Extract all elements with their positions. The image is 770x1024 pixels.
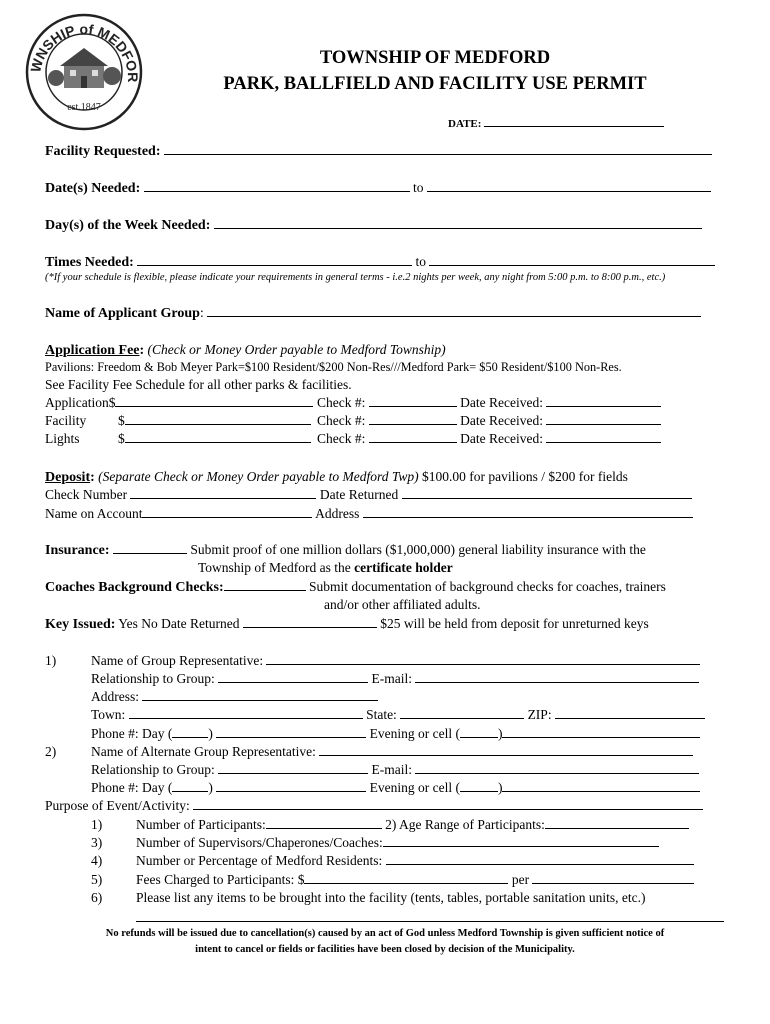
alt-phone-day-area[interactable] bbox=[172, 780, 208, 792]
alt-relationship-field[interactable] bbox=[218, 762, 368, 774]
facility-check-field[interactable] bbox=[369, 413, 457, 425]
alt-phone-day-field[interactable] bbox=[216, 780, 366, 792]
age-range-label: 2) Age Range of Participants: bbox=[385, 817, 545, 832]
supervisors-field[interactable] bbox=[383, 835, 659, 847]
application-check-field[interactable] bbox=[369, 395, 457, 407]
certificate-holder: certificate holder bbox=[354, 560, 453, 575]
deposit-note: (Separate Check or Money Order payable to Medford Twp) bbox=[98, 469, 419, 484]
time-from-field[interactable] bbox=[137, 254, 412, 266]
key-issued-label: Key Issued: bbox=[45, 617, 116, 632]
lights-check-label: Check #: bbox=[317, 431, 366, 446]
rep-zip-label: ZIP: bbox=[527, 707, 552, 722]
rep-town-field[interactable] bbox=[129, 707, 363, 719]
alt-email-label: E-mail: bbox=[371, 762, 412, 777]
lights-check-field[interactable] bbox=[369, 431, 457, 443]
applicant-label: Name of Applicant Group bbox=[45, 306, 200, 321]
title-township: TOWNSHIP OF MEDFORD bbox=[319, 48, 551, 68]
rep-phone-day-area[interactable] bbox=[172, 726, 208, 738]
days-field[interactable] bbox=[214, 217, 702, 229]
rep-phone-day-field[interactable] bbox=[216, 726, 366, 738]
coaches-label: Coaches Background Checks: bbox=[45, 580, 224, 595]
fees-per-field[interactable] bbox=[532, 872, 694, 884]
deposit-address-label: Address bbox=[315, 506, 360, 521]
key-options: Yes No Date Returned bbox=[118, 616, 240, 631]
rep-email-field[interactable] bbox=[415, 671, 699, 683]
rep-zip-field[interactable] bbox=[555, 707, 705, 719]
facility-label: Facility Requested: bbox=[45, 144, 161, 159]
rep-address-label: Address: bbox=[91, 689, 139, 704]
lights-received-label: Date Received: bbox=[460, 431, 543, 446]
rep-phone-evening-paren: ) bbox=[497, 726, 503, 741]
rep-2-number: 2) bbox=[45, 744, 57, 759]
township-seal bbox=[24, 12, 144, 132]
fees-charged-field[interactable] bbox=[304, 872, 508, 884]
name-on-account-field[interactable] bbox=[142, 506, 312, 518]
rep-relationship-field[interactable] bbox=[218, 671, 368, 683]
date-from-field[interactable] bbox=[144, 180, 410, 192]
rep-phone-evening-field[interactable] bbox=[502, 726, 700, 738]
lights-dollar: $ bbox=[118, 431, 125, 446]
participants-label: Number of Participants: bbox=[136, 817, 266, 832]
fee-row-facility-label: Facility bbox=[45, 413, 87, 428]
lights-received-field[interactable] bbox=[546, 431, 661, 443]
alt-phone-evening-area[interactable] bbox=[460, 780, 498, 792]
applicant-field[interactable] bbox=[207, 305, 701, 317]
deposit-heading: Deposit bbox=[45, 470, 91, 485]
seal-est: est.1847 bbox=[67, 102, 101, 113]
dates-label: Date(s) Needed: bbox=[45, 181, 141, 196]
facility-received-field[interactable] bbox=[546, 413, 661, 425]
date-label: DATE: bbox=[448, 118, 482, 130]
alt-phone-evening-paren: ) bbox=[497, 780, 503, 795]
pavilions-fees: Pavilions: Freedom & Bob Meyer Park=$100 Resident/$200 Non-Res///Medford Park= $50 Resident/$100 Non-Res. bbox=[45, 360, 622, 374]
lights-amount-field[interactable] bbox=[125, 431, 311, 443]
days-label: Day(s) of the Week Needed: bbox=[45, 218, 211, 233]
times-label: Times Needed: bbox=[45, 255, 134, 270]
alt-phone-paren: ) bbox=[208, 780, 213, 795]
residents-field[interactable] bbox=[386, 853, 694, 865]
alt-rep-name-label: Name of Alternate Group Representative: bbox=[91, 744, 316, 759]
facility-field[interactable] bbox=[164, 143, 712, 155]
rep-phone-evening-area[interactable] bbox=[460, 726, 498, 738]
application-check-label: Check #: bbox=[317, 395, 366, 410]
date-field[interactable] bbox=[484, 115, 664, 127]
rep-phone-day-label: Phone #: Day ( bbox=[91, 726, 173, 741]
rep-1-number: 1) bbox=[45, 653, 57, 668]
name-on-account-label: Name on Account bbox=[45, 506, 143, 521]
rep-phone-evening-label: Evening or cell ( bbox=[369, 726, 460, 741]
coaches-text-2: and/or other affiliated adults. bbox=[324, 597, 481, 612]
check-number-label: Check Number bbox=[45, 487, 128, 502]
rep-town-label: Town: bbox=[91, 707, 126, 722]
event-item-3-number: 3) bbox=[91, 835, 103, 850]
application-amount-field[interactable] bbox=[115, 395, 313, 407]
key-note: $25 will be held from deposit for unreturned keys bbox=[380, 616, 649, 631]
coaches-text-1: Submit documentation of background checks for coaches, trainers bbox=[309, 579, 666, 594]
age-range-field[interactable] bbox=[545, 817, 689, 829]
dates-to: to bbox=[413, 180, 424, 195]
facility-received-label: Date Received: bbox=[460, 413, 543, 428]
insurance-label: Insurance: bbox=[45, 543, 110, 558]
rep-email-label: E-mail: bbox=[371, 671, 412, 686]
refund-policy-line-2: intent to cancel or fields or facilities have been closed by decision of the Municipality. bbox=[195, 944, 575, 955]
insurance-text-2: Township of Medford as the bbox=[198, 560, 355, 575]
purpose-field[interactable] bbox=[193, 798, 703, 810]
supervisors-label: Number of Supervisors/Chaperones/Coaches: bbox=[136, 835, 383, 850]
seal-top-text: WNSHIP of MEDFOR bbox=[27, 20, 142, 83]
insurance-text-1: Submit proof of one million dollars ($1,000,000) general liability insurance with the bbox=[190, 542, 646, 557]
event-item-5-number: 5) bbox=[91, 872, 103, 887]
insurance-field[interactable] bbox=[113, 542, 187, 554]
coaches-field[interactable] bbox=[224, 579, 306, 591]
facility-amount-field[interactable] bbox=[125, 413, 311, 425]
event-item-1-number: 1) bbox=[91, 817, 103, 832]
refund-policy-line-1: No refunds will be issued due to cancellation(s) caused by an act of God unless Medford Township is given sufficient notice of bbox=[105, 928, 665, 939]
event-item-4-number: 4) bbox=[91, 853, 103, 868]
date-returned-label: Date Returned bbox=[319, 487, 399, 502]
key-date-returned-field[interactable] bbox=[243, 616, 377, 628]
times-to: to bbox=[415, 254, 427, 269]
residents-label: Number or Percentage of Medford Residents: bbox=[136, 853, 383, 868]
deposit-address-field[interactable] bbox=[363, 506, 693, 518]
rep-phone-paren: ) bbox=[208, 726, 213, 741]
fee-row-application-label: Application$ bbox=[45, 395, 116, 410]
fee-row-lights-label: Lights bbox=[45, 431, 80, 446]
rep-state-field[interactable] bbox=[400, 707, 524, 719]
application-received-field[interactable] bbox=[546, 395, 661, 407]
items-brought-field[interactable] bbox=[136, 921, 724, 922]
title-permit: PARK, BALLFIELD AND FACILITY USE PERMIT bbox=[223, 74, 647, 94]
date-to-field[interactable] bbox=[427, 180, 711, 192]
time-to-field[interactable] bbox=[429, 254, 715, 266]
deposit-check-number-field[interactable] bbox=[130, 487, 316, 499]
rep-address-field[interactable] bbox=[142, 689, 378, 701]
fee-heading: Application Fee bbox=[45, 343, 140, 358]
per-label: per bbox=[511, 872, 530, 887]
alt-phone-day-label: Phone #: Day ( bbox=[91, 780, 173, 795]
application-received-label: Date Received: bbox=[460, 395, 543, 410]
facility-dollar: $ bbox=[118, 413, 125, 428]
fee-heading-note: (Check or Money Order payable to Medford Township) bbox=[147, 342, 446, 357]
rep-name-label: Name of Group Representative: bbox=[91, 653, 264, 668]
rep-name-field[interactable] bbox=[266, 653, 700, 665]
items-brought-label: Please list any items to be brought into the facility (tents, tables, portable sanitation units, etc.) bbox=[136, 890, 646, 905]
applicant-colon: : bbox=[199, 305, 204, 320]
fees-charged-label: Fees Charged to Participants: $ bbox=[136, 872, 305, 887]
deposit-amounts: $100.00 for pavilions / $200 for fields bbox=[421, 469, 628, 484]
deposit-date-returned-field[interactable] bbox=[402, 487, 692, 499]
alt-rep-name-field[interactable] bbox=[319, 744, 693, 756]
flexible-note: (*If your schedule is flexible, please indicate your requirements in general terms - i.e.2 nights per week, any night from 5:00 p.m. to 8:00 p.m., etc.) bbox=[45, 272, 666, 283]
event-item-6-number: 6) bbox=[91, 890, 103, 905]
rep-state-label: State: bbox=[366, 707, 397, 722]
rep-relationship-label: Relationship to Group: bbox=[91, 671, 215, 686]
facility-check-label: Check #: bbox=[317, 413, 366, 428]
fee-schedule-note: See Facility Fee Schedule for all other parks & facilities. bbox=[45, 377, 352, 392]
participants-field[interactable] bbox=[266, 817, 382, 829]
alt-relationship-label: Relationship to Group: bbox=[91, 762, 215, 777]
alt-phone-evening-label: Evening or cell ( bbox=[369, 780, 460, 795]
alt-email-field[interactable] bbox=[415, 762, 699, 774]
alt-phone-evening-field[interactable] bbox=[502, 780, 700, 792]
purpose-label: Purpose of Event/Activity: bbox=[45, 798, 190, 813]
